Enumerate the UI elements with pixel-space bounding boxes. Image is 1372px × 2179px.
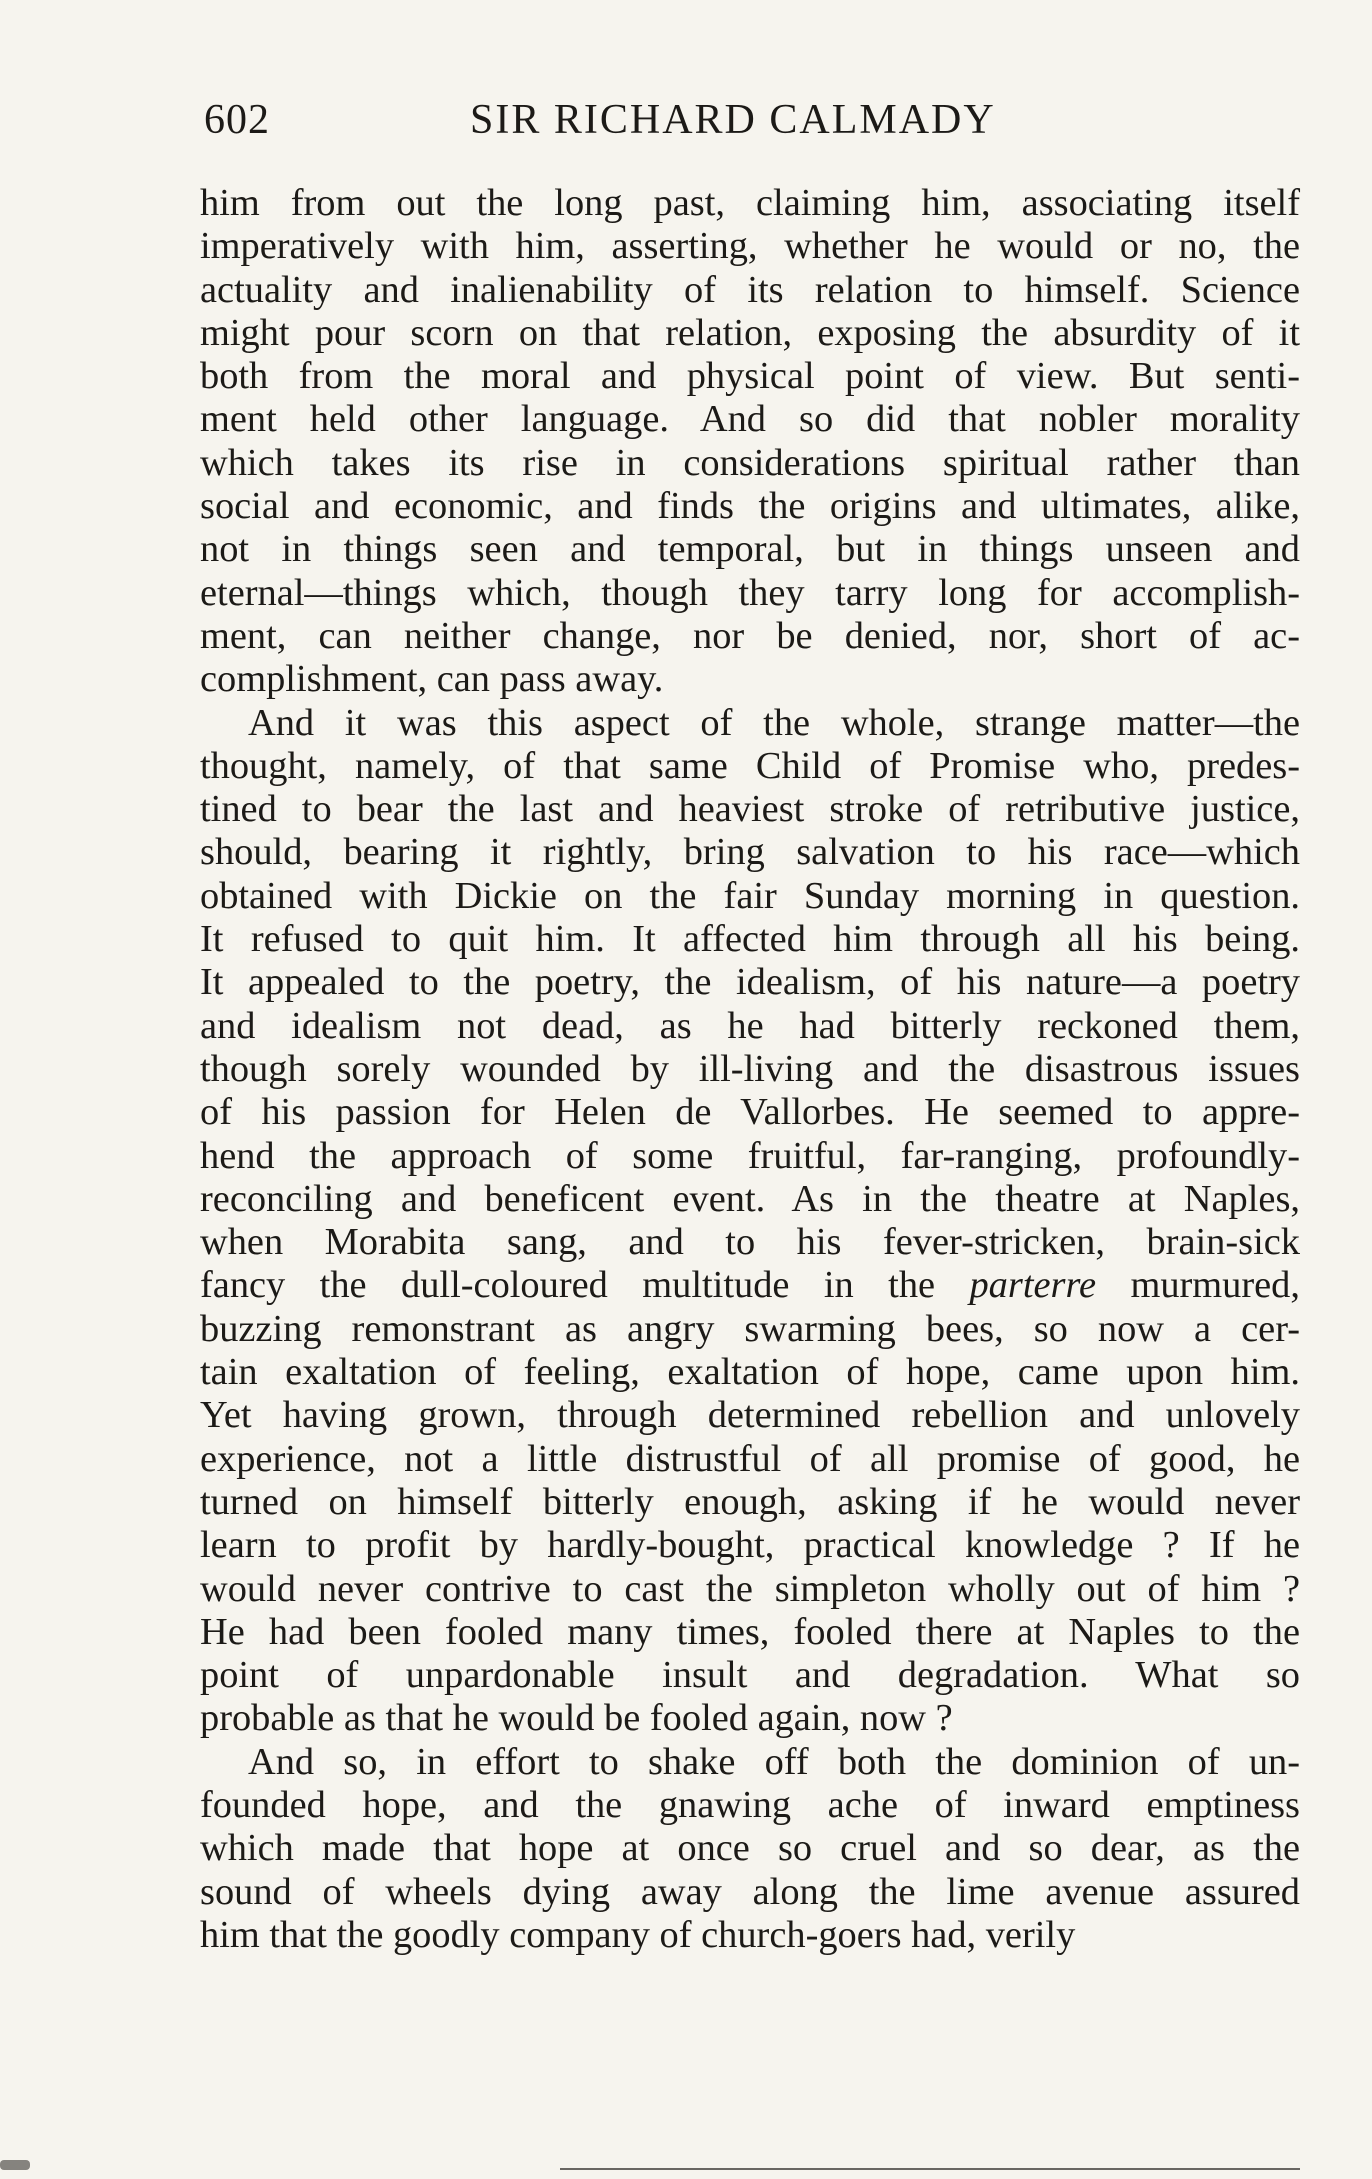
paragraph — [200, 182, 1300, 702]
text-line: founded hope, and the gnawing ache of inward emptiness — [200, 1783, 1300, 1826]
text-line: And so, in effort to shake off both the dominion of un- — [248, 1740, 1300, 1783]
text-line: eternal—things which, though they tarry long for accomplish- — [200, 571, 1300, 614]
text-line: ment, can neither change, nor be denied, nor, short of ac- — [200, 614, 1300, 657]
text-line: which takes its rise in considerations spiritual rather than — [200, 441, 1300, 484]
text-line: He had been fooled many times, fooled there at Naples to the — [200, 1610, 1300, 1653]
text-line: of his passion for Helen de Vallorbes. He seemed to appre- — [200, 1091, 1300, 1134]
text-line: should, bearing it rightly, bring salvation to his race—which — [200, 831, 1300, 874]
text-line: tined to bear the last and heaviest stroke of retributive justice, — [200, 788, 1300, 831]
text-line: obtained with Dickie on the fair Sunday morning in question. — [200, 874, 1300, 917]
text-line: when Morabita sang, and to his fever-stricken, brain-sick — [200, 1221, 1300, 1264]
text-line: learn to profit by hardly-bought, practical knowledge ? If he — [200, 1524, 1300, 1567]
text-line: experience, not a little distrustful of all promise of good, he — [200, 1437, 1300, 1480]
text-line: probable as that he would be fooled again, now ? — [200, 1697, 953, 1740]
text-line: point of unpardonable insult and degradation. What so — [200, 1654, 1300, 1697]
text-line: Yet having grown, through determined rebellion and unlovely — [200, 1394, 1300, 1437]
italic-word: parterre — [969, 1264, 1097, 1307]
paragraph — [200, 1741, 1300, 1957]
text-line: might pour scorn on that relation, exposing the absurdity of it — [200, 311, 1300, 354]
text-line: would never contrive to cast the simpleton wholly out of him ? — [200, 1567, 1300, 1610]
text-line: him that the goodly company of church-goers had, verily — [200, 1913, 1076, 1956]
body-text — [200, 182, 1300, 1957]
text-line: actuality and inalienability of its relation to himself. Science — [200, 268, 1300, 311]
text-line: complishment, can pass away. — [200, 658, 664, 701]
text-line: thought, namely, of that same Child of Promise who, predes- — [200, 744, 1300, 787]
text-line: him from out the long past, claiming him, associating itself — [200, 182, 1300, 224]
paragraph — [200, 702, 1300, 1741]
text-line: tain exaltation of feeling, exaltation of hope, came upon him. — [200, 1351, 1300, 1394]
text-line: And it was this aspect of the whole, strange matter—the — [248, 701, 1300, 744]
text-line: sound of wheels dying away along the lime avenue assured — [200, 1870, 1300, 1913]
text-line: buzzing remonstrant as angry swarming bees, so now a cer- — [200, 1307, 1300, 1350]
running-title: SIR RICHARD CALMADY — [470, 97, 996, 143]
text-line: hend the approach of some fruitful, far-ranging, profoundly- — [200, 1134, 1300, 1177]
text-line: imperatively with him, asserting, whether he would or no, the — [200, 225, 1300, 268]
text-line: which made that hope at once so cruel and so dear, as the — [200, 1827, 1300, 1870]
text-line: social and economic, and finds the origins and ultimates, alike, — [200, 485, 1300, 528]
text-line: turned on himself bitterly enough, asking if he would never — [200, 1480, 1300, 1523]
text-line: It appealed to the poetry, the idealism, of his nature—a poetry — [200, 961, 1300, 1004]
text-line: fancy the dull-coloured multitude in the parterre murmured, — [200, 1264, 1300, 1307]
text-line: It refused to quit him. It affected him through all his being. — [200, 918, 1300, 961]
text-line: both from the moral and physical point of view. But senti- — [200, 355, 1300, 398]
text-line: and idealism not dead, as he had bitterly reckoned them, — [200, 1004, 1300, 1047]
text-line: not in things seen and temporal, but in things unseen and — [200, 528, 1300, 571]
footer-rule — [560, 2168, 1300, 2170]
scan-speck — [0, 2160, 30, 2170]
text-line: reconciling and beneficent event. As in the theatre at Naples, — [200, 1177, 1300, 1220]
text-line: though sorely wounded by ill-living and the disastrous issues — [200, 1047, 1300, 1090]
text-line: ment held other language. And so did that nobler morality — [200, 398, 1300, 441]
running-header — [204, 96, 1299, 156]
page-number: 602 — [204, 97, 270, 143]
